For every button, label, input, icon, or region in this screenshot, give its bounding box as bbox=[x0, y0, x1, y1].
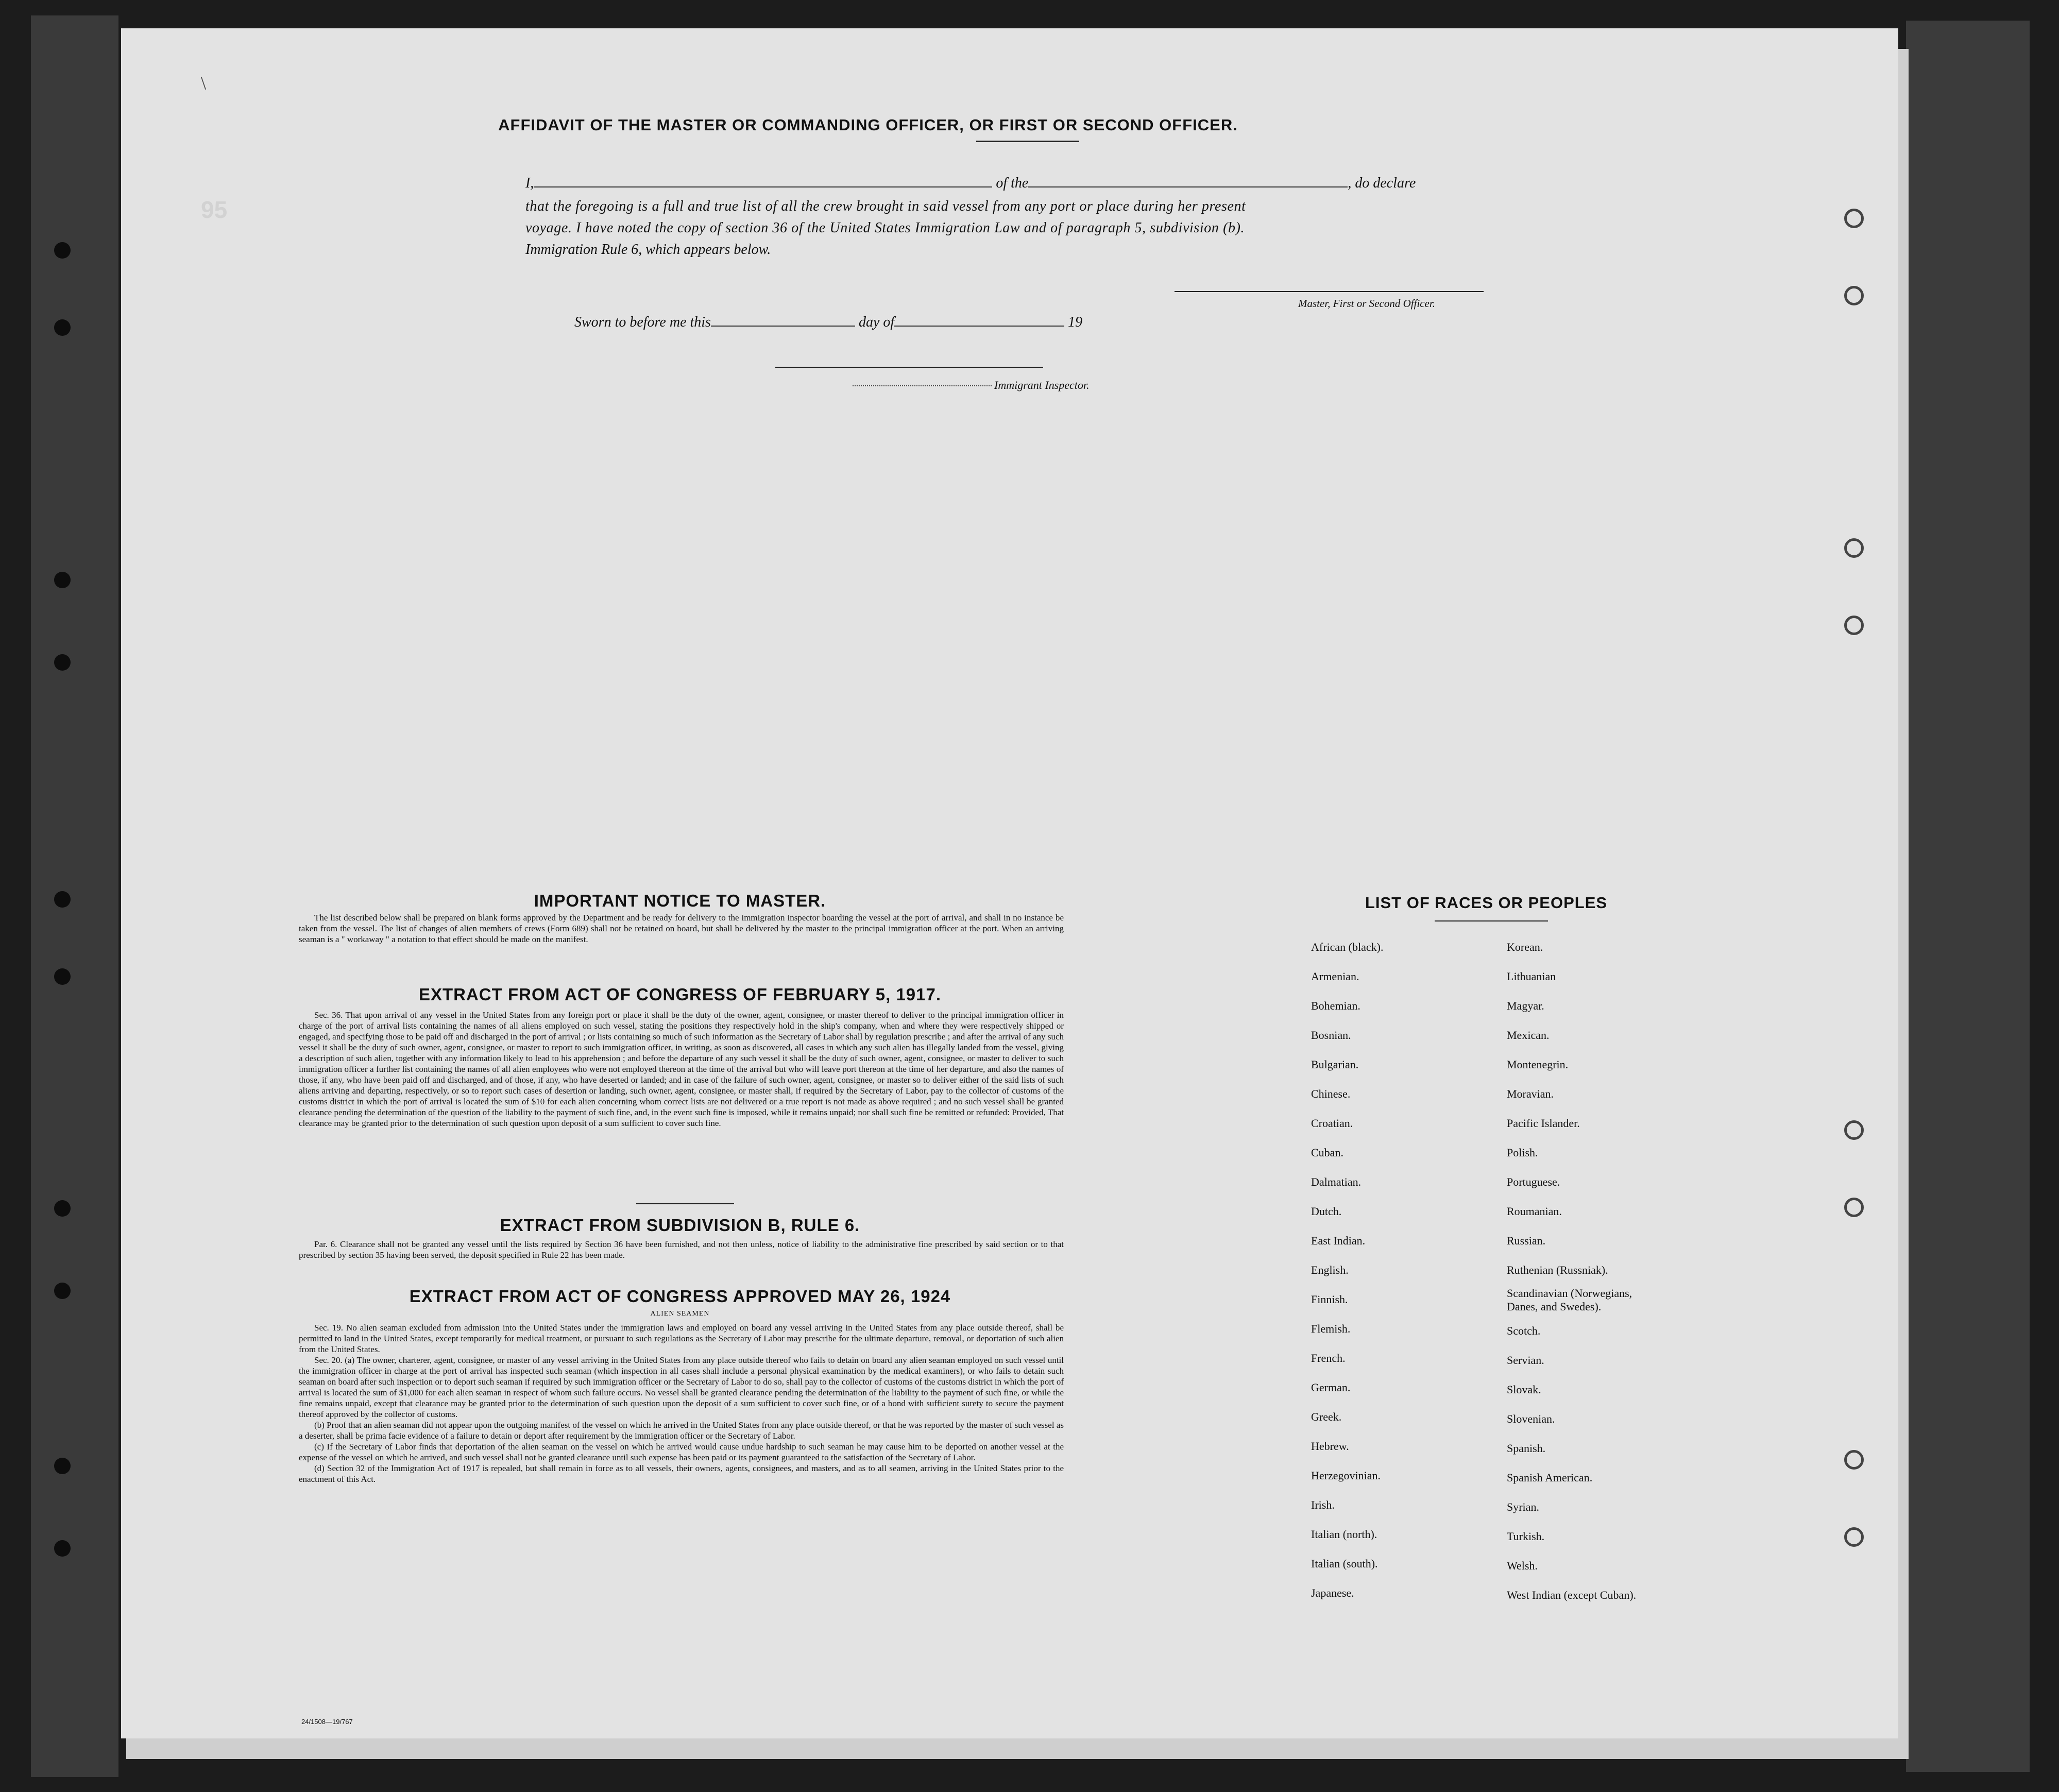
punch-hole bbox=[1844, 616, 1864, 635]
race-item: West Indian (except Cuban). bbox=[1507, 1589, 1637, 1601]
binder-left-edge bbox=[31, 15, 118, 1777]
race-item: Spanish. bbox=[1507, 1442, 1546, 1455]
race-item: Portuguese. bbox=[1507, 1175, 1560, 1188]
signature-line[interactable] bbox=[1175, 291, 1484, 292]
section-divider bbox=[636, 1203, 734, 1204]
extract-1924-title: EXTRACT FROM ACT OF CONGRESS APPROVED MAY 26, 1924 bbox=[409, 1287, 951, 1306]
punch-hole bbox=[1844, 1120, 1864, 1140]
sworn-day-label: day of bbox=[858, 314, 895, 330]
race-item: Croatian. bbox=[1311, 1117, 1353, 1130]
binder-hole bbox=[54, 319, 71, 336]
race-item: Bulgarian. bbox=[1311, 1058, 1359, 1071]
title-underline bbox=[976, 141, 1079, 142]
ghost-page-number: 95 bbox=[201, 196, 228, 223]
affidavit-title: AFFIDAVIT OF THE MASTER OR COMMANDING OFFICER, OR FIRST OR SECOND OFFICER. bbox=[498, 116, 1238, 134]
extract-1924-paragraph: Sec. 19. No alien seaman excluded from admission into the United States under the immigration laws and employed on board any vessel arriving in the United States from any place outside thereof, shall be permitted to land in the United States, except temporarily for medical treatment, or pursuant to such regulations as the Secretary of Labor may prescribe for the ultimate departure, removal, or deportation of such alien from the United States. bbox=[299, 1323, 1064, 1354]
race-item: Moravian. bbox=[1507, 1087, 1554, 1100]
race-item: Turkish. bbox=[1507, 1530, 1545, 1543]
extract-1924-paragraph: (c) If the Secretary of Labor finds that deportation of the alien seaman on the vessel on which he arrived would cause undue hardship to such seaman he may cause him to be deported on another vessel at the expense of the vessel on which he arrived, and such vessel shall not be granted clearance until such expense has been paid or its payment guaranteed to the satisfaction of the Secretary of Labor. bbox=[299, 1442, 1064, 1462]
race-item: Dalmatian. bbox=[1311, 1175, 1362, 1188]
race-item: Polish. bbox=[1507, 1146, 1538, 1159]
races-title-underline bbox=[1435, 920, 1548, 921]
binder-hole bbox=[54, 891, 71, 908]
extract-rule6-body bbox=[299, 1239, 1064, 1260]
punch-hole bbox=[1844, 286, 1864, 305]
race-item: Lithuanian bbox=[1507, 970, 1556, 983]
inspector-signature-line[interactable] bbox=[775, 367, 1043, 368]
binder-hole bbox=[54, 1283, 71, 1299]
race-item: Slovak. bbox=[1507, 1383, 1541, 1396]
race-item: Flemish. bbox=[1311, 1322, 1351, 1335]
binder-hole bbox=[54, 968, 71, 985]
signature-label: Master, First or Second Officer. bbox=[1298, 297, 1435, 310]
race-item: Montenegrin. bbox=[1507, 1058, 1569, 1071]
extract-rule6-text: Par. 6. Clearance shall not be granted any vessel until the lists required by Section 36 have been furnished, and not then unless, notice of liability to the administrative fine prescribed by said section or to that prescribed by section 35 having been served, the deposit specified in Rule 22 has been made. bbox=[299, 1239, 1064, 1260]
race-item: Mexican. bbox=[1507, 1029, 1550, 1042]
race-item: Italian (north). bbox=[1311, 1528, 1377, 1541]
race-item: Chinese. bbox=[1311, 1087, 1351, 1100]
binder-hole bbox=[54, 1458, 71, 1474]
race-item: Pacific Islander. bbox=[1507, 1117, 1580, 1130]
punch-hole bbox=[1844, 1198, 1864, 1217]
label-i: I, bbox=[525, 175, 534, 191]
race-item: English. bbox=[1311, 1264, 1349, 1276]
name-field[interactable] bbox=[534, 176, 992, 187]
race-item: Hebrew. bbox=[1311, 1440, 1349, 1453]
race-item: Korean. bbox=[1507, 941, 1543, 953]
race-item: Russian. bbox=[1507, 1234, 1546, 1247]
race-item: Finnish. bbox=[1311, 1293, 1348, 1306]
punch-hole bbox=[1844, 1450, 1864, 1470]
extract-1917-title: EXTRACT FROM ACT OF CONGRESS OF FEBRUARY 5, 1917. bbox=[418, 985, 942, 1004]
extract-1924-subtitle: ALIEN SEAMEN bbox=[650, 1310, 710, 1318]
declaration-line bbox=[525, 175, 1659, 192]
race-item: Magyar. bbox=[1507, 999, 1544, 1012]
form-page bbox=[121, 28, 1898, 1738]
extract-1924-body bbox=[299, 1322, 1064, 1484]
race-item: Slovenian. bbox=[1507, 1412, 1555, 1425]
sworn-month-field[interactable] bbox=[894, 315, 1064, 327]
race-item: Irish. bbox=[1311, 1498, 1335, 1511]
race-item: French. bbox=[1311, 1352, 1346, 1364]
race-item: Cuban. bbox=[1311, 1146, 1343, 1159]
label-do-declare: , do declare bbox=[1348, 175, 1416, 191]
notice-text: The list described below shall be prepared on blank forms approved by the Department and be ready for delivery to the immigration inspector boarding the vessel at the port of arrival, and shall in no instance be taken from the vessel. The list of changes of alien members of crews (Form 689) shall not be retained on board, but shall be delivered by the master to the principal immigration officer at the port. When an arriving seaman is a " workaway " a notation to that effect should be made on the manifest. bbox=[299, 913, 1064, 944]
races-left-column bbox=[1311, 932, 1383, 1608]
binder-hole bbox=[54, 654, 71, 671]
binder-hole bbox=[54, 242, 71, 259]
race-item: Armenian. bbox=[1311, 970, 1359, 983]
inspector-label: Immigrant Inspector. bbox=[994, 379, 1090, 391]
extract-1924-paragraph: Sec. 20. (a) The owner, charterer, agent, consignee, or master of any vessel arriving in the United States from any place outside thereof who fails to detain on board any alien seaman employed on such vessel until the immigration officer in charge at the port of arrival has inspected such seaman (which inspection in all cases shall include a personal physical examination by the medical examiners), or who fails to detain such seaman on board after such inspection or to deport such seaman if required by such immigration officer or the Secretary of Labor to do so, shall pay to the collector of customs of the customs district in which the port of arrival is located the sum of $1,000 for each alien seaman in respect of whom such failure occurs. No vessel shall be granted clearance pending the determination of the liability to the payment of such fine, or while the fine remains unpaid, except that clearance may be granted prior to the determination of such question upon the deposit of a sum sufficient to cover such fine, or of a bond with sufficient surety to secure the payment thereof approved by the collector of customs. bbox=[299, 1355, 1064, 1419]
race-item: Roumanian. bbox=[1507, 1205, 1562, 1218]
punch-hole bbox=[1844, 538, 1864, 558]
notice-body bbox=[299, 912, 1064, 945]
race-item: East Indian. bbox=[1311, 1234, 1366, 1247]
corner-mark: \ bbox=[201, 73, 207, 93]
race-item: Herzegovinian. bbox=[1311, 1469, 1381, 1482]
extract-1917-text: Sec. 36. That upon arrival of any vessel in the United States from any foreign port or place it shall be the duty of the owner, agent, consignee, or master thereof to deliver to the principal immigration officer in charge of the port of arrival lists containing the names of all aliens employed on such vessel, stating the positions they respectively hold in the ship's company, when and where they were respectively shipped or engaged, and specifying those to be paid off and discharged in the port of arrival ; or lists containing so much of such information as the Secretary of Labor shall by regulation prescribe ; and after the arrival of any such vessel it shall be the duty of such owner, agent, consignee, or master to report to such immigration officer, in writing, as soon as discovered, all cases in which any such alien has illegally landed from the vessel, giving a description of such alien, together with any information likely to lead to his apprehension ; and before the departure of any such vessel it shall be the duty of such owner, agent, consignee, or master to deliver to such immigration officer a further list containing the names of all alien employees who were not employed thereon at the time of the arrival but who will leave port thereon at the time of her departure, and also the names of those, if any, who have been paid off and discharged, and of those, if any, who have deserted or landed; and in case of the failure of such owner, agent, consignee, or master so to deliver either of the said lists of such aliens arriving and departing, respectively, or so to report such cases of desertion or landing, such owner, agent, consignee, or master shall, if required by the Secretary of Labor, pay to the collector of customs of the customs district in which the port of arrival is located the sum of $10 for each alien concerning whom correct lists are not delivered or a true report is not made as above required ; and no such vessel shall be granted clearance pending the determination of the question of the liability to the payment of such fine, and, in the event such fine is imposed, while it remains unpaid; nor shall such fine be remitted or refunded: Provided, That clearance may be granted prior to the determination of such question upon deposit of a sum sufficient to cover such fine. bbox=[299, 1010, 1064, 1128]
sworn-day-field[interactable] bbox=[711, 315, 855, 327]
statement-text-3: Immigration Rule 6, which appears below. bbox=[525, 242, 771, 258]
race-item: Welsh. bbox=[1507, 1559, 1538, 1572]
extract-1924-paragraph: (d) Section 32 of the Immigration Act of 1917 is repealed, but shall remain in force as to all vessels, their owners, agents, consignees, and masters, and as to all seamen, arriving in the United States prior to the enactment of this Act. bbox=[299, 1463, 1064, 1484]
statement-text-2: voyage. I have noted the copy of section 36 of the United States Immigration Law and of paragraph 5, subdivision (b). bbox=[525, 220, 1245, 236]
race-item: Scandinavian (Norwegians, Danes, and Swedes). bbox=[1507, 1287, 1632, 1313]
inspector-dashes bbox=[853, 385, 992, 386]
statement-text-1: that the foregoing is a full and true list of all the crew brought in said vessel from any port or place during her present bbox=[525, 198, 1246, 214]
races-right-column bbox=[1507, 932, 1656, 1610]
sworn-year-label: 19 bbox=[1068, 314, 1083, 330]
punch-hole bbox=[1844, 209, 1864, 228]
race-item: Ruthenian (Russniak). bbox=[1507, 1264, 1608, 1276]
race-item: Spanish American. bbox=[1507, 1471, 1593, 1484]
extract-1924-paragraph: (b) Proof that an alien seaman did not appear upon the outgoing manifest of the vessel on which he arrived in the United States from any place outside thereof, or that he was reported by the master of such vessel as a deserter, shall be prima facie evidence of a failure to detain or deport after requirement by the immigration officer or the Secretary of Labor. bbox=[299, 1420, 1064, 1441]
race-item: German. bbox=[1311, 1381, 1351, 1394]
race-item: Italian (south). bbox=[1311, 1557, 1378, 1570]
punch-hole bbox=[1844, 1527, 1864, 1547]
binder-hole bbox=[54, 1540, 71, 1557]
race-item: Servian. bbox=[1507, 1354, 1544, 1367]
extract-rule6-title: EXTRACT FROM SUBDIVISION B, RULE 6. bbox=[500, 1216, 860, 1235]
sworn-prefix: Sworn to before me this bbox=[574, 314, 711, 330]
race-item: Syrian. bbox=[1507, 1500, 1539, 1513]
race-item: Bosnian. bbox=[1311, 1029, 1351, 1042]
race-item: African (black). bbox=[1311, 941, 1384, 953]
label-of-the: of the bbox=[996, 175, 1029, 191]
race-item: Japanese. bbox=[1311, 1586, 1354, 1599]
binder-hole bbox=[54, 1200, 71, 1217]
notice-title: IMPORTANT NOTICE TO MASTER. bbox=[534, 891, 826, 910]
binder-right-edge bbox=[1906, 21, 2030, 1772]
race-item: Dutch. bbox=[1311, 1205, 1342, 1218]
race-item: Bohemian. bbox=[1311, 999, 1360, 1012]
race-item: Scotch. bbox=[1507, 1324, 1541, 1337]
vessel-field[interactable] bbox=[1028, 176, 1348, 187]
sworn-line bbox=[574, 314, 1082, 331]
form-code: 24/1508—19/767 bbox=[301, 1718, 353, 1726]
extract-1917-body bbox=[299, 1010, 1064, 1129]
races-title: LIST OF RACES OR PEOPLES bbox=[1365, 894, 1608, 912]
binder-hole bbox=[54, 572, 71, 588]
race-item: Greek. bbox=[1311, 1410, 1342, 1423]
